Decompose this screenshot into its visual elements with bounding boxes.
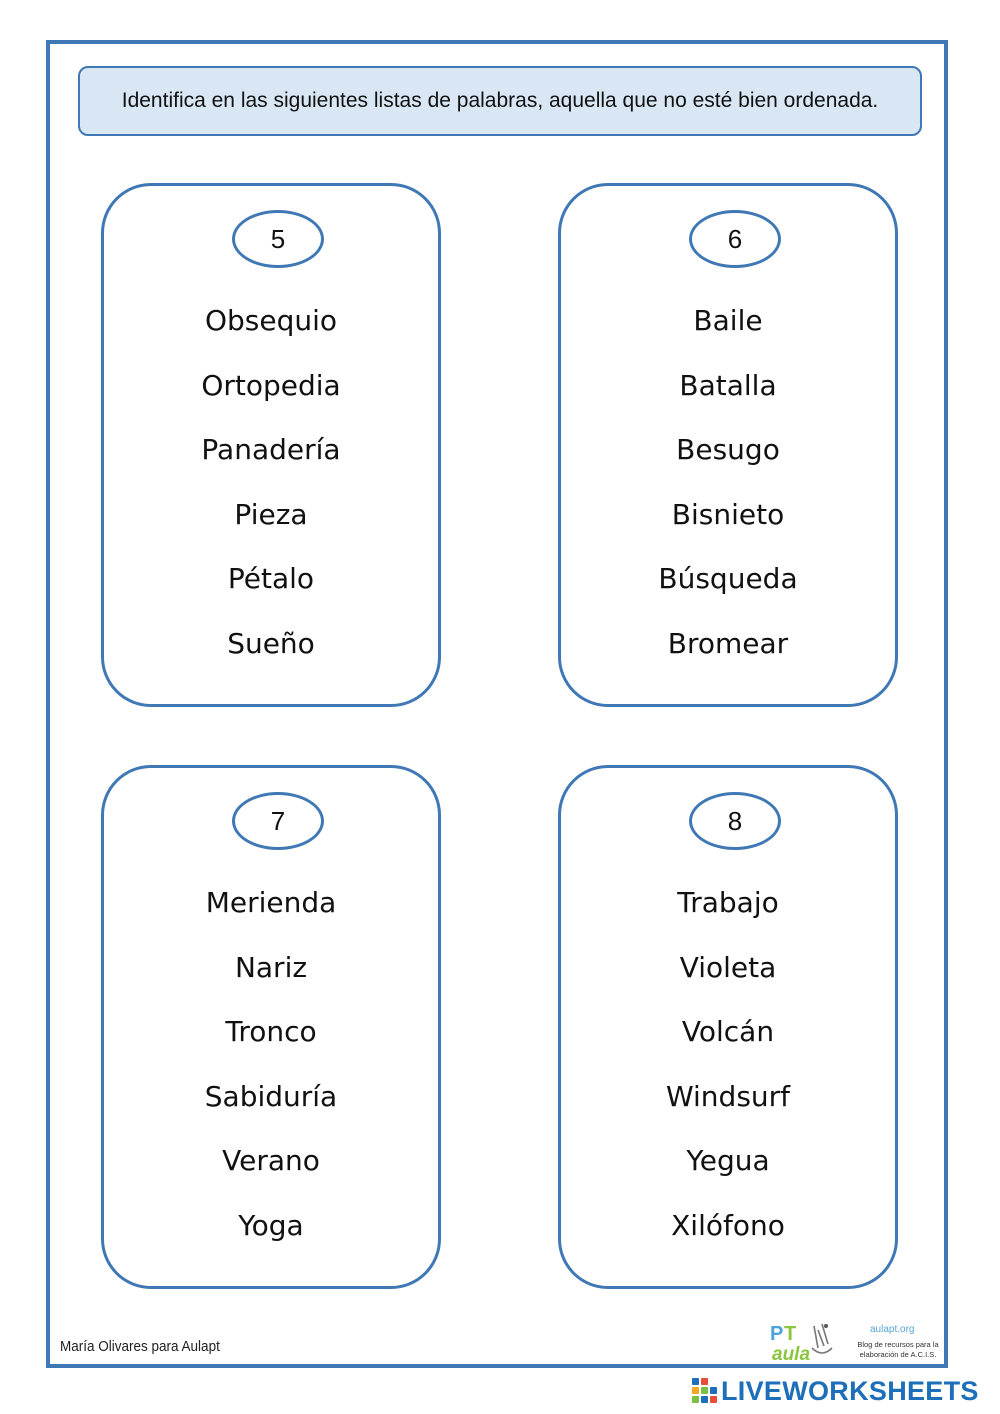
liveworksheets-brand xyxy=(692,1376,979,1406)
list-number-badge xyxy=(689,210,781,268)
word-option[interactable]: Volcán xyxy=(681,1015,775,1048)
brand-name: LIVEWORKSHEETS xyxy=(721,1375,979,1406)
word-list-card-7 xyxy=(101,765,441,1289)
word-option[interactable]: Trabajo xyxy=(677,886,779,919)
list-number-badge xyxy=(689,792,781,850)
svg-text:aula: aula xyxy=(772,1344,811,1364)
svg-text:T: T xyxy=(784,1323,797,1345)
word-option[interactable]: Violeta xyxy=(679,950,777,984)
list-number: 8 xyxy=(727,805,743,836)
word-option[interactable]: Pieza xyxy=(234,497,308,531)
list-number: 5 xyxy=(270,223,286,254)
list-number: 6 xyxy=(727,223,743,254)
list-number: 7 xyxy=(270,805,286,836)
word-option[interactable]: Besugo xyxy=(676,433,780,466)
word-list-card-5 xyxy=(101,183,441,707)
pt-aula-logo-icon xyxy=(766,1318,838,1364)
word-option[interactable]: Batalla xyxy=(679,368,777,402)
word-option[interactable]: Bromear xyxy=(667,626,789,660)
word-option[interactable]: Xilófono xyxy=(671,1208,785,1242)
instruction-box xyxy=(78,66,922,136)
word-list-card-8 xyxy=(558,765,898,1289)
word-option[interactable]: Panadería xyxy=(201,433,341,466)
list-number-badge xyxy=(232,792,324,850)
word-option[interactable]: Tronco xyxy=(225,1015,317,1048)
word-list xyxy=(561,289,895,676)
logo-url: aulapt.org xyxy=(870,1324,915,1335)
word-option[interactable]: Nariz xyxy=(234,950,308,984)
word-option[interactable]: Sabiduría xyxy=(204,1079,338,1113)
word-option[interactable]: Merienda xyxy=(205,886,337,919)
word-option[interactable]: Búsqueda xyxy=(658,562,798,595)
svg-text:P: P xyxy=(770,1323,784,1345)
word-list xyxy=(104,289,438,676)
aulapt-logo xyxy=(766,1318,946,1364)
word-list xyxy=(561,871,895,1258)
word-option[interactable]: Bisnieto xyxy=(671,497,785,531)
author-credit: María Olivares para Aulapt xyxy=(60,1338,220,1355)
logo-tagline: Blog de recursos para la elaboración de A.C.I.S. xyxy=(857,1340,939,1359)
word-option[interactable]: Obsequio xyxy=(204,304,338,337)
word-option[interactable]: Verano xyxy=(222,1144,320,1177)
word-option[interactable]: Windsurf xyxy=(665,1079,791,1113)
word-option[interactable]: Yegua xyxy=(686,1144,770,1177)
word-option[interactable]: Yoga xyxy=(238,1208,304,1242)
word-option[interactable]: Pétalo xyxy=(227,562,315,595)
word-option[interactable]: Ortopedia xyxy=(201,368,341,402)
instruction-text: Identifica en las siguientes listas de palabras, aquella que no esté bien ordenada. xyxy=(121,89,879,112)
word-list-card-6 xyxy=(558,183,898,707)
word-list xyxy=(104,871,438,1258)
word-option[interactable]: Baile xyxy=(693,304,763,337)
liveworksheets-logo-icon xyxy=(692,1378,718,1404)
word-option[interactable]: Sueño xyxy=(227,626,315,660)
list-number-badge xyxy=(232,210,324,268)
